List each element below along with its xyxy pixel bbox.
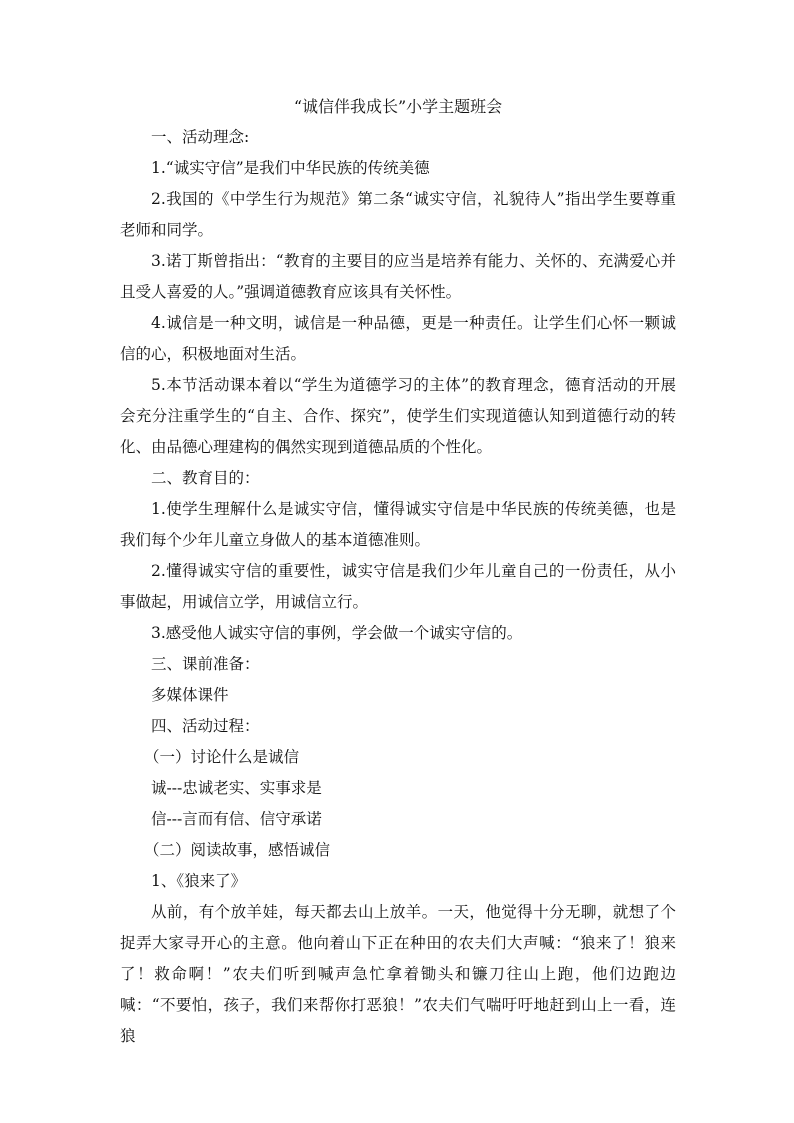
concept-item-5: 5.本节活动课本着以“学生为道德学习的主体”的教育理念，德育活动的开展会充分注重学生的“自主、合作、探究”，使学生们实现道德认知到道德行动的转化、由品德心理建构的偶然实现到道德品质的个性化。 xyxy=(120,376,676,456)
concept-item-2: 2.我国的《中学生行为规范》第二条“诚实守信，礼貌待人”指出学生要尊重老师和同学。 xyxy=(120,190,676,239)
definition-cheng: 诚---忠诚老实、实事求是 xyxy=(151,779,322,797)
story-title: 1、《狼来了》 xyxy=(151,872,247,890)
concept-item-4: 4.诚信是一种文明，诚信是一种品德，更是一种责任。让学生们心怀一颗诚信的心，积极地面对生活。 xyxy=(120,314,676,363)
document-title: “诚信伴我成长”小学主题班会 xyxy=(293,97,503,116)
subsection-reading-story: （二）阅读故事，感悟诚信 xyxy=(144,841,331,859)
section-heading-preparation: 三、课前准备： xyxy=(151,655,260,673)
concept-item-3: 3.诺丁斯曾指出：“教育的主要目的应当是培养有能力、关怀的、充满爱心并且受人喜爱的人。”强调道德教育应该具有关怀性。 xyxy=(120,252,676,301)
goal-item-1: 1.使学生理解什么是诚实守信，懂得诚实守信是中华民族的传统美德，也是我们每个少年儿童立身做人的基本道德准则。 xyxy=(120,500,676,549)
subsection-discussion: （一）讨论什么是诚信 xyxy=(144,748,300,766)
document-body xyxy=(120,92,676,1052)
preparation-item: 多媒体课件 xyxy=(151,686,229,704)
story-paragraph: 从前，有个放羊娃，每天都去山上放羊。一天，他觉得十分无聊，就想了个捉弄大家寻开心的主意。他向着山下正在种田的农夫们大声喊：“狼来了！狼来了！救命啊！”农夫们听到喊声急忙拿着锄头和镰刀往山上跑，他们边跑边喊：“不要怕，孩子，我们来帮你打恶狼！”农夫们气喘吁吁地赶到山上一看，连狼 xyxy=(120,903,676,1045)
definition-xin: 信---言而有信、信守承诺 xyxy=(151,810,322,828)
concept-item-1: 1.“诚实守信”是我们中华民族的传统美德 xyxy=(151,159,430,177)
goal-item-3: 3.感受他人诚实守信的事例，学会做一个诚实守信的。 xyxy=(151,624,523,642)
goal-item-2: 2.懂得诚实守信的重要性，诚实守信是我们少年儿童自己的一份责任，从小事做起，用诚信立学，用诚信立行。 xyxy=(120,562,676,611)
section-heading-activity-concept: 一、活动理念: xyxy=(151,128,250,146)
section-heading-education-goals: 二、教育目的： xyxy=(151,469,260,487)
section-heading-activity-process: 四、活动过程： xyxy=(151,717,260,735)
